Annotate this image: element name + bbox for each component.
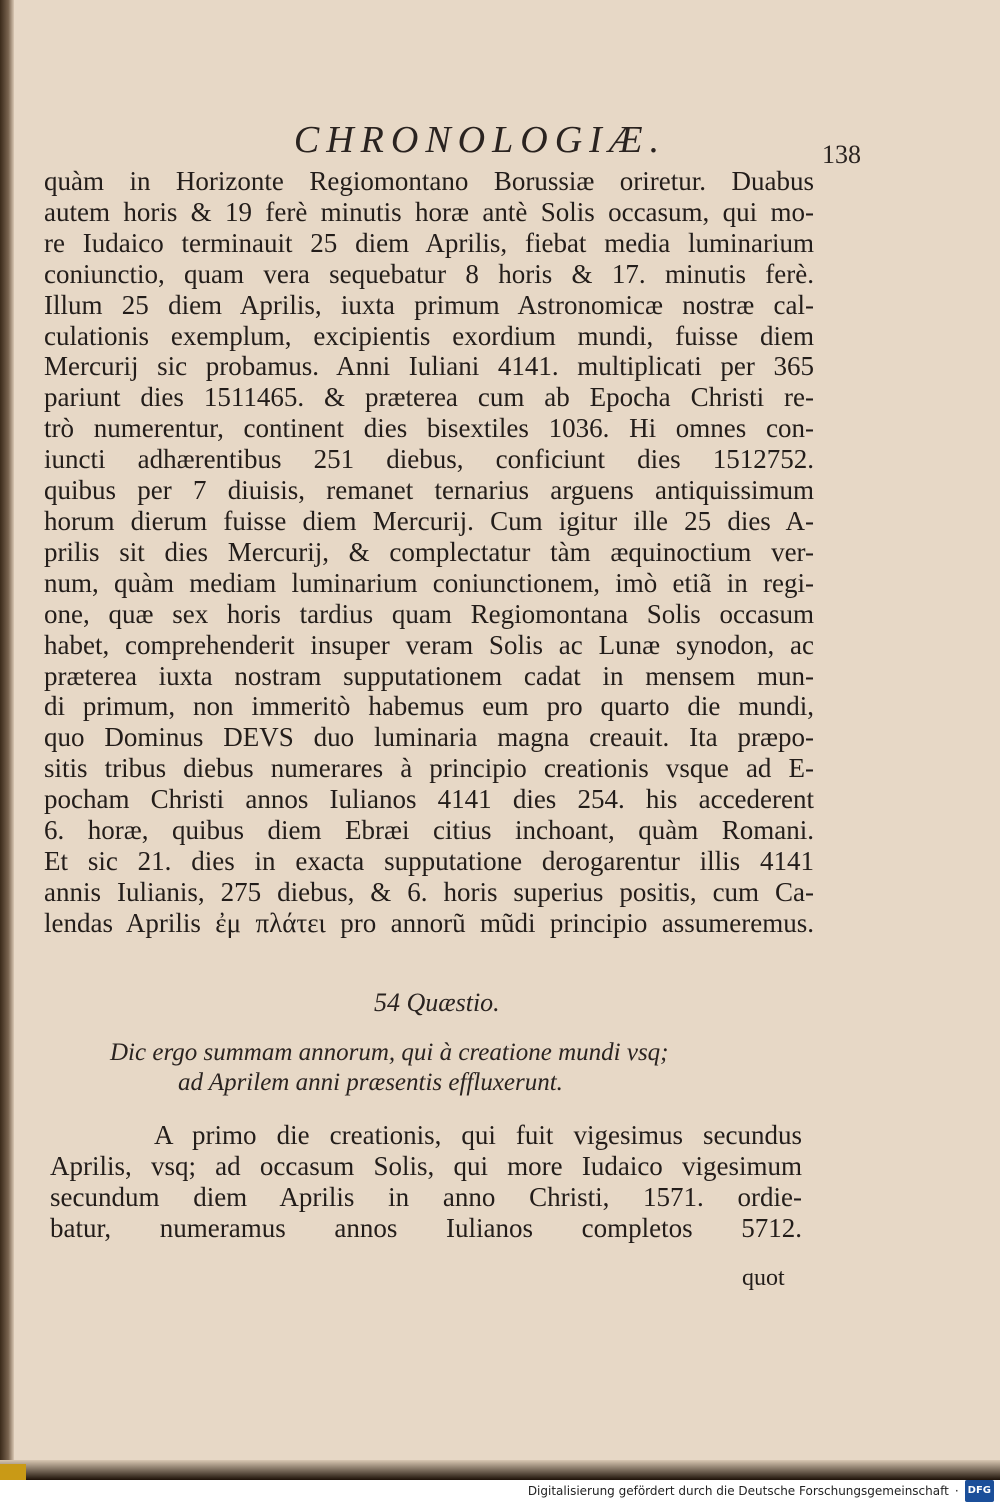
text-line: Et sic 21. dies in exacta supputatione derogarentur illis 4141 — [44, 845, 814, 876]
text-line: horum dierum fuisse diem Mercurij. Cum igitur ille 25 dies A- — [44, 505, 814, 536]
text-line: lendas Aprilis ἐμ πλάτει pro annorũ mũdi principio assumeremus. — [44, 907, 814, 938]
quaestio-heading: 54 Quæstio. — [374, 988, 500, 1017]
running-head: CHRONOLOGIÆ. — [293, 119, 667, 161]
text-line: trò numerentur, continent dies bisextiles 1036. Hi omnes con- — [44, 413, 814, 444]
text-line: num, quàm mediam luminarium coniunctionem, imò etiã in regi- — [44, 567, 814, 598]
question-text — [110, 1038, 770, 1098]
text-line: coniunctio, quam vera sequebatur 8 horis & 17. minutis ferè. — [44, 258, 814, 289]
text-line: 6. horæ, quibus diem Ebræi citius inchoant, quàm Romani. — [44, 815, 814, 846]
text-line: quàm in Horizonte Regiomontano Borussiæ oriretur. Duabus — [44, 166, 814, 196]
digitization-credit: Digitalisierung gefördert durch die Deutsche Forschungsgemeinschaft · DFG — [528, 1481, 994, 1501]
text-line: iuncti adhærentibus 251 diebus, conficiunt dies 1512752. — [44, 444, 814, 475]
text-line: Mercurij sic probamus. Anni Iuliani 4141. multiplicati per 365 — [44, 351, 814, 382]
text-line: prilis sit dies Mercurij, & complectatur tàm æquinoctium ver- — [44, 536, 814, 567]
catchword: quot — [742, 1265, 785, 1291]
page-number: 138 — [822, 140, 861, 169]
answer-line: secundum diem Aprilis in anno Christi, 1571. ordie- — [50, 1182, 802, 1212]
question-line: Dic ergo summam annorum, qui à creatione mundi vsq; — [110, 1039, 669, 1066]
text-line: one, quæ sex horis tardius quam Regiomontana Solis occasum — [44, 598, 814, 629]
body-text — [44, 166, 814, 939]
text-line: pocham Christi annos Iulianos 4141 dies 254. his accederent — [44, 784, 814, 815]
answer-text — [50, 1120, 802, 1244]
text-line: re Iudaico terminauit 25 diem Aprilis, fiebat media luminarium — [44, 227, 814, 258]
text-line: autem horis & 19 ferè minutis horæ antè Solis occasum, qui mo- — [44, 196, 814, 227]
text-line: Illum 25 diem Aprilis, iuxta primum Astronomicæ nostræ cal- — [44, 289, 814, 320]
answer-line: batur, numeramus annos Iulianos completos 5712. — [50, 1213, 802, 1243]
text-line: sitis tribus diebus numerares à principio creationis vsque ad E- — [44, 753, 814, 784]
text-line: culationis exemplum, excipientis exordium mundi, fuisse diem — [44, 320, 814, 351]
text-line: habet, comprehenderit insuper veram Solis ac Lunæ synodon, ac — [44, 629, 814, 660]
text-line: præterea iuxta nostram supputationem cadat in mensem mun- — [44, 660, 814, 691]
color-tab — [0, 1464, 26, 1480]
credit-text: Digitalisierung gefördert durch die Deutsche Forschungsgemeinschaft — [527, 1484, 949, 1498]
answer-line: A primo die creationis, qui fuit vigesimus secundus — [154, 1120, 802, 1150]
text-line: quibus per 7 diuisis, remanet ternarius arguens antiquissimum — [44, 475, 814, 506]
dfg-logo-icon: DFG — [965, 1480, 994, 1502]
text-line: pariunt dies 1511465. & præterea cum ab Epocha Christi re- — [44, 382, 814, 413]
book-spine — [0, 0, 14, 1480]
text-line: quo Dominus DEVS duo luminaria magna creauit. Ita præpo- — [44, 722, 814, 753]
answer-line: Aprilis, vsq; ad occasum Solis, qui more Iudaico vigesimum — [50, 1151, 802, 1181]
page-bottom-edge — [0, 1460, 1000, 1480]
text-line: annis Iulianis, 275 diebus, & 6. horis superius positis, cum Ca- — [44, 876, 814, 907]
text-line: di primum, non immeritò habemus eum pro quarto die mundi, — [44, 691, 814, 722]
question-line: ad Aprilem anni præsentis effluxerunt. — [178, 1069, 563, 1096]
